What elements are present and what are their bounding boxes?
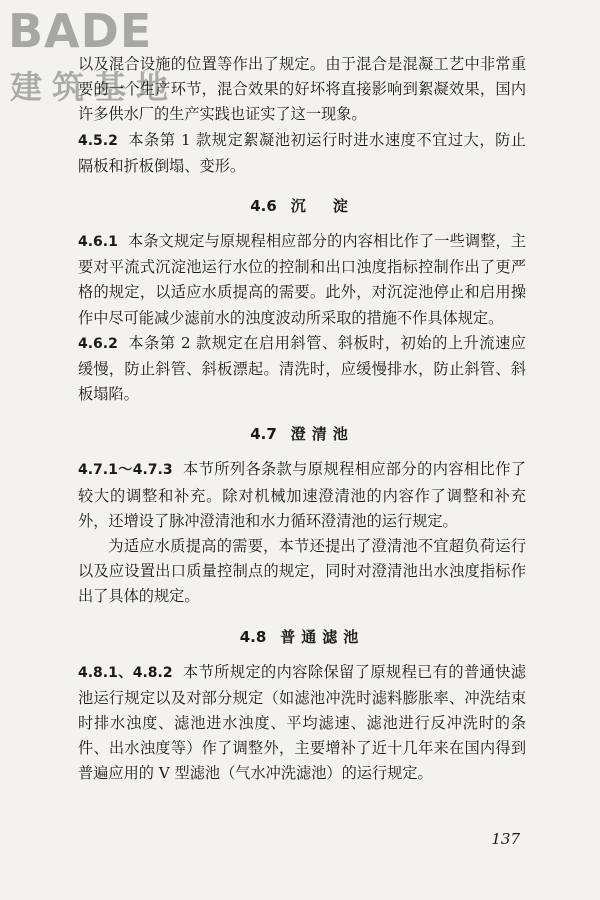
section-heading-4-6 — [78, 191, 526, 221]
watermark-brand: BADE — [8, 4, 153, 58]
clause-number: 4.6.1 — [78, 234, 118, 251]
clause-4-6-2 — [78, 331, 526, 408]
clause-4-7-1 — [78, 457, 526, 534]
clause-text: 本条第 2 款规定在启用斜管、斜板时，初始的上升流速应缓慢，防止斜管、斜板漂起。清洗时，应缓慢排水，防止斜管、斜板塌陷。 — [78, 333, 526, 404]
section-title: 澄清池 — [290, 425, 354, 444]
page-number: 137 — [491, 830, 520, 848]
clause-text: 本条文规定与原规程相应部分的内容相比作了一些调整，主要对平流式沉淀池运行水位的控制和出口浊度指标控制作出了更严格的规定，以适应水质提高的需要。此外，对沉淀池停止和启用操作中尽可能减少滤前水的浊度波动所采取的措施不作具体规定。 — [78, 232, 526, 327]
clause-text: 本条第 1 款规定絮凝池初运行时进水速度不宜过大，防止隔板和折板倒塌、变形。 — [78, 130, 526, 175]
clause-number: 4.8.1、4.8.2 — [78, 664, 173, 681]
clause-4-5-2 — [78, 128, 526, 179]
clause-4-6-1 — [78, 229, 526, 331]
section-heading-4-8 — [78, 622, 526, 652]
section-number: 4.7 — [250, 425, 277, 444]
clause-4-8-1 — [78, 660, 526, 787]
watermark-subtitle: 建筑基地 — [10, 68, 179, 106]
page-content — [78, 52, 526, 787]
section-title: 沉 淀 — [290, 197, 354, 216]
section-number: 4.6 — [250, 197, 277, 216]
clause-number: 4.6.2 — [78, 335, 118, 352]
section-number: 4.8 — [239, 627, 267, 646]
clause-text: 本节所列各条款与原规程相应部分的内容相比作了较大的调整和补充。除对机械加速澄清池的内容作了调整和补充外，还增设了脉冲澄清池和水力循环澄清池的运行规定。 — [78, 460, 526, 530]
section-title: 普通滤池 — [280, 627, 365, 646]
continuation-paragraph: 以及混合设施的位置等作出了规定。由于混合是混凝工艺中非常重要的一个生产环节，混合效果的好坏将直接影响到絮凝效果，国内许多供水厂的生产实践也证实了这一现象。 — [78, 55, 526, 124]
section-heading-4-7 — [78, 419, 526, 449]
clause-number: 4.5.2 — [78, 132, 118, 149]
paragraph-4-7-extra: 为适应水质提高的需要，本节还提出了澄清池不宜超负荷运行以及应设置出口质量控制点的规定，同时对澄清池出水浊度指标作出了具体的规定。 — [78, 537, 526, 606]
clause-text: 本节所规定的内容除保留了原规程已有的普通快滤池运行规定以及对部分规定（如滤池冲洗时滤料膨胀率、冲洗结束时排水浊度、滤池进水浊度、平均滤速、滤池进行反冲洗时的条件、出水浊度等）作了调整外，主要增补了近十几年来在国内得到普遍应用的 V 型滤池（气水冲洗滤池）的运行规定。 — [78, 662, 526, 783]
clause-number: 4.7.1～4.7.3 — [78, 462, 173, 479]
